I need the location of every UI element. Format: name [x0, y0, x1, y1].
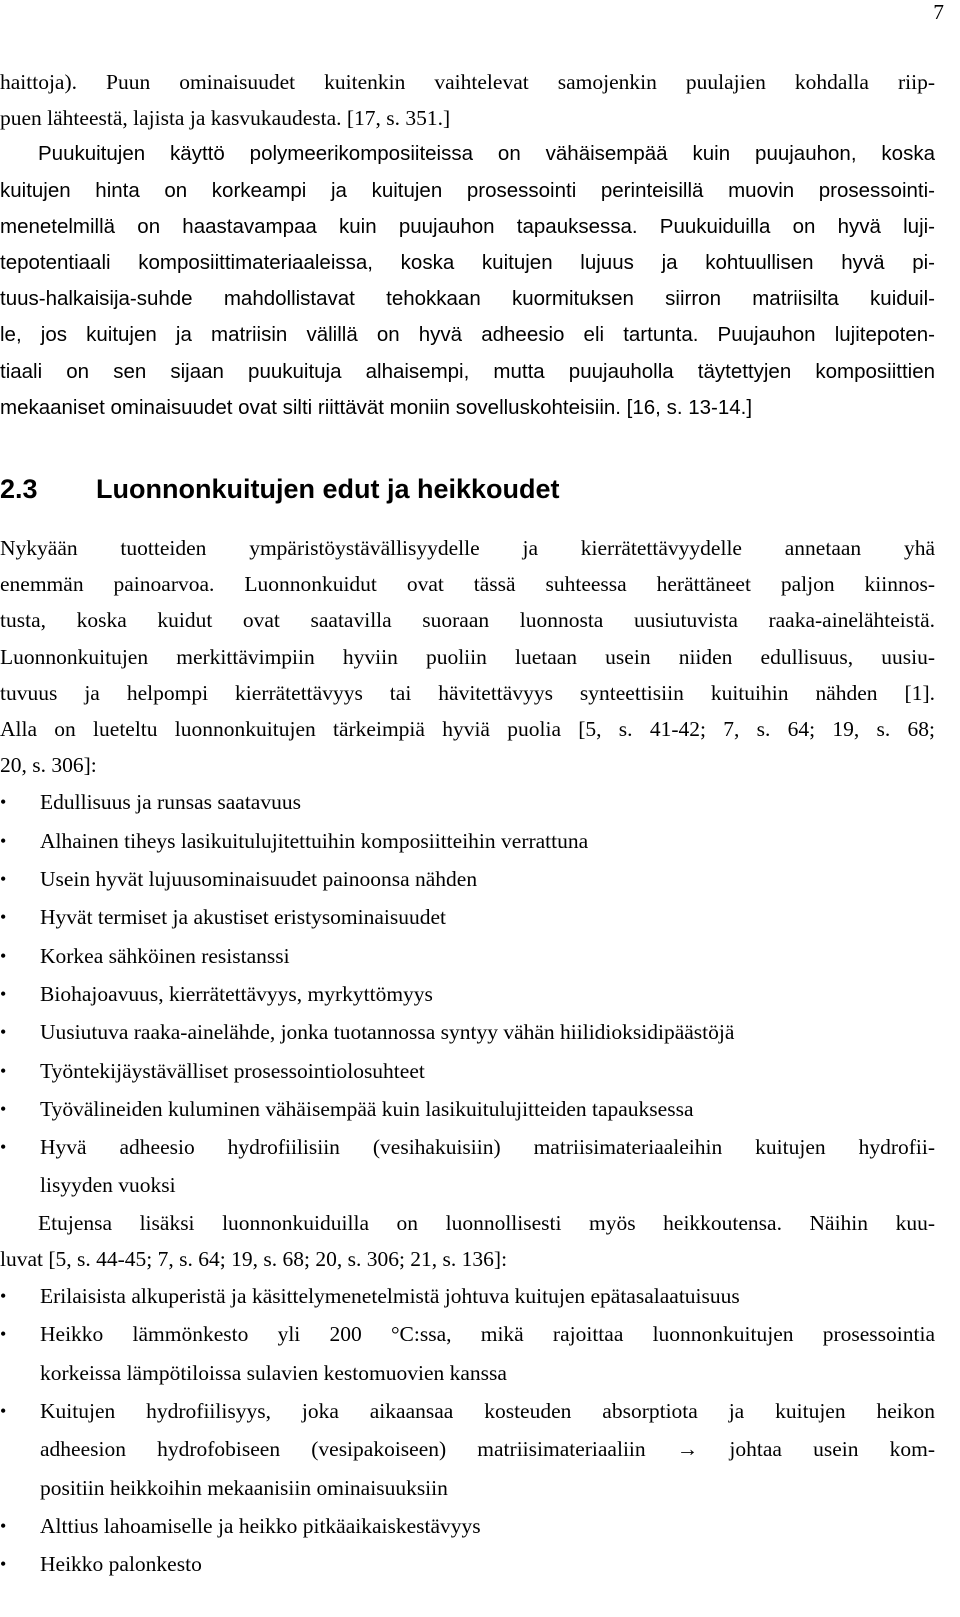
intro-paragraph	[0, 64, 935, 136]
text-line: enemmän painoarvoa. Luonnonkuidut ovat tässä suhteessa herättäneet paljon kiinnos-	[0, 572, 935, 597]
page-number: 7	[933, 0, 944, 24]
list-item	[0, 1013, 935, 1051]
bullet-icon: •	[0, 1554, 7, 1575]
list-item	[0, 975, 935, 1013]
text-line: Luonnonkuitujen merkittävimpiin hyviin puoliin luetaan usein niiden edullisuus, uusiu-	[0, 644, 935, 669]
list-item-text: lisyyden vuoksi	[40, 1173, 176, 1198]
advantages-list	[0, 783, 935, 1204]
list-item	[0, 1315, 935, 1392]
list-item	[0, 898, 935, 936]
bullet-icon: •	[0, 869, 7, 890]
text-line: tuus-halkaisija-suhde mahdollistavat tehokkaan kuormituksen siirron matriisilta kuiduil-	[0, 287, 935, 311]
list-item-text: Edullisuus ja runsas saatavuus	[40, 790, 301, 815]
text-line: mekaaniset ominaisuudet ovat silti riittävät moniin sovelluskohteisiin. [16, s. 13-14.]	[0, 395, 753, 419]
bullet-icon: •	[0, 1098, 7, 1119]
list-item-text: Alttius lahoamiselle ja heikko pitkäaikaiskestävyys	[40, 1513, 481, 1538]
bullet-icon: •	[0, 1515, 7, 1536]
list-item-text: Erilaisista alkuperistä ja käsittelymenetelmistä johtuva kuitujen epätasalaatuisuus	[40, 1284, 740, 1309]
text-line: menetelmillä on haastavampaa kuin puujauhon tapauksessa. Puukuiduilla on hyvä luji-	[0, 214, 935, 238]
section-heading	[0, 471, 560, 507]
list-item	[0, 1507, 935, 1545]
fibre-paragraph	[0, 136, 935, 426]
weaknesses-list	[0, 1277, 935, 1583]
text-line: Puukuitujen käyttö polymeerikomposiiteissa on vähäisempää kuin puujauhon, koska	[38, 142, 935, 166]
bullet-icon: •	[0, 1286, 7, 1307]
bullet-icon: •	[0, 1060, 7, 1081]
list-item-text: adheesion hydrofobiseen (vesipakoiseen) matriisimateriaaliin → johtaa usein kom-	[40, 1437, 935, 1462]
list-item	[0, 1277, 935, 1315]
list-item-text: korkeissa lämpötiloissa sulavien kestomuovien kanssa	[40, 1360, 507, 1385]
list-item-text: Alhainen tiheys lasikuitulujitettuihin komposiitteihin verrattuna	[40, 828, 589, 853]
text-line: tepotentiaali komposiittimateriaaleissa, koska kuitujen lujuus ja kohtuullisen hyvä pi-	[0, 251, 935, 275]
bullet-icon: •	[0, 830, 7, 851]
list-item	[0, 1090, 935, 1128]
section-title: Luonnonkuitujen edut ja heikkoudet	[96, 474, 560, 504]
list-item-text: Uusiutuva raaka-ainelähde, jonka tuotannossa syntyy vähän hiilidioksidipäästöjä	[40, 1020, 735, 1045]
text-line: haittoja). Puun ominaisuudet kuitenkin vaihtelevat samojenkin puulajien kohdalla riip-	[0, 70, 935, 94]
list-item-text: positiin heikkoihin mekaanisiin ominaisuuksiin	[40, 1475, 448, 1500]
list-item	[0, 1128, 935, 1205]
list-item-text: Hyvä adheesio hydrofiilisiin (vesihakuisiin) matriisimateriaaleihin kuitujen hydrofii-	[40, 1135, 935, 1160]
list-item	[0, 860, 935, 898]
bullet-icon: •	[0, 1400, 7, 1421]
weaknesses-intro-paragraph	[0, 1205, 935, 1277]
bullet-icon: •	[0, 1022, 7, 1043]
list-item-text: Heikko lämmönkesto yli 200 °C:ssa, mikä rajoittaa luonnonkuitujen prosessointia	[40, 1322, 935, 1347]
section-number: 2.3	[0, 474, 38, 504]
list-item-text: Hyvät termiset ja akustiset eristysominaisuudet	[40, 905, 447, 930]
list-item	[0, 783, 935, 821]
list-item-text: Kuitujen hydrofiilisyys, joka aikaansaa kosteuden absorptiota ja kuitujen heikon	[40, 1398, 935, 1423]
text-line: 20, s. 306]:	[0, 753, 97, 778]
list-item-text: Työntekijäystävälliset prosessointiolosuhteet	[40, 1058, 425, 1083]
body-text-top	[0, 64, 935, 426]
text-line: luvat [5, s. 44-45; 7, s. 64; 19, s. 68; 20, s. 306; 21, s. 136]:	[0, 1246, 508, 1271]
text-line: tuvuus ja helpompi kierrätettävyys tai hävitettävyys synteettisiin kuituihin nähden [1].	[0, 680, 935, 705]
list-item-text: Korkea sähköinen resistanssi	[40, 943, 290, 968]
bullet-icon: •	[0, 792, 7, 813]
list-item-text: Heikko palonkesto	[40, 1552, 202, 1577]
text-line: kuitujen hinta on korkeampi ja kuitujen prosessointi perinteisillä muovin prosessointi-	[0, 178, 935, 202]
text-line: tusta, koska kuidut ovat saatavilla suoraan luonnosta uusiutuvista raaka-ainelähteistä.	[0, 608, 935, 633]
bullet-icon: •	[0, 1137, 7, 1158]
bullet-icon: •	[0, 907, 7, 928]
list-item	[0, 937, 935, 975]
bullet-icon: •	[0, 983, 7, 1004]
text-line: le, jos kuitujen ja matriisin välillä on hyvä adheesio eli tartunta. Puujauhon lujitepoten-	[0, 323, 935, 347]
section-paragraph	[0, 530, 935, 783]
bullet-icon: •	[0, 945, 7, 966]
list-item	[0, 822, 935, 860]
list-item-text: Usein hyvät lujuusominaisuudet painoonsa nähden	[40, 867, 478, 892]
text-line: tiaali on sen sijaan puukuituja alhaisempi, mutta puujauholla täytettyjen komposiittien	[0, 359, 935, 383]
body-text-section	[0, 530, 935, 1583]
list-item-text: Työvälineiden kuluminen vähäisempää kuin lasikuitulujitteiden tapauksessa	[40, 1096, 694, 1121]
list-item	[0, 1545, 935, 1583]
list-item	[0, 1052, 935, 1090]
text-line: Etujensa lisäksi luonnonkuiduilla on luonnollisesti myös heikkoutensa. Näihin kuu-	[38, 1210, 935, 1235]
bullet-icon: •	[0, 1324, 7, 1345]
text-line: puen lähteestä, lajista ja kasvukaudesta. [17, s. 351.]	[0, 106, 451, 131]
list-item-text: Biohajoavuus, kierrätettävyys, myrkyttömyys	[40, 981, 433, 1006]
list-item	[0, 1392, 935, 1507]
text-line: Alla on lueteltu luonnonkuitujen tärkeimpiä hyviä puolia [5, s. 41-42; 7, s. 64; 19, s. 68;	[0, 717, 935, 742]
text-line: Nykyään tuotteiden ympäristöystävällisyydelle ja kierrätettävyydelle annetaan yhä	[0, 536, 935, 560]
